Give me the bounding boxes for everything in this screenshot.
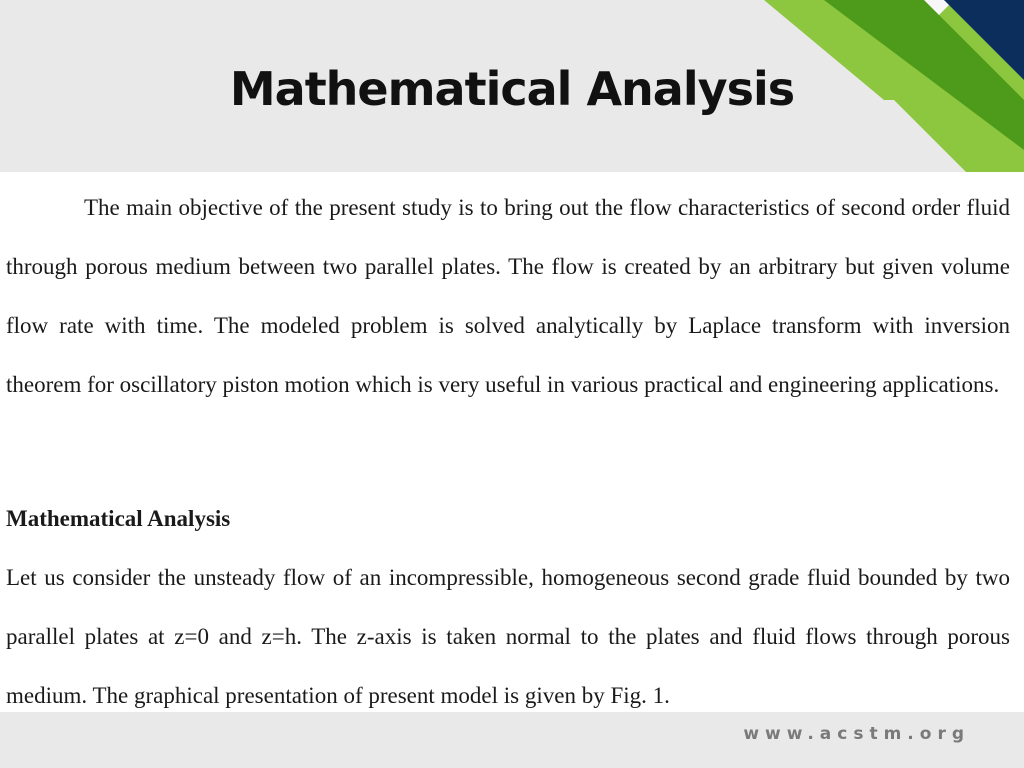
intro-paragraph: The main objective of the present study is to bring out the flow characteristics of second order fluid through porous medium between two parallel plates. The flow is created by an arbitrary but given volume flow rate with time. The modeled problem is solved analytically by Laplace transform with inversion theorem for oscillatory piston motion which is very useful in various practical and engineering applications.	[6, 195, 1010, 397]
slide-title: Mathematical Analysis	[229, 62, 795, 116]
section-heading: Mathematical Analysis	[6, 506, 231, 531]
document-excerpt	[0, 172, 1024, 712]
footer-url: www.acstm.org	[743, 724, 970, 744]
section-paragraph: Let us consider the unsteady flow of an incompressible, homogeneous second grade fluid bounded by two parallel plates at z=0 and z=h. The z-axis is taken normal to the plates and fluid flows through porous medium. The graphical presentation of present model is given by Fig. 1.	[6, 565, 1010, 708]
